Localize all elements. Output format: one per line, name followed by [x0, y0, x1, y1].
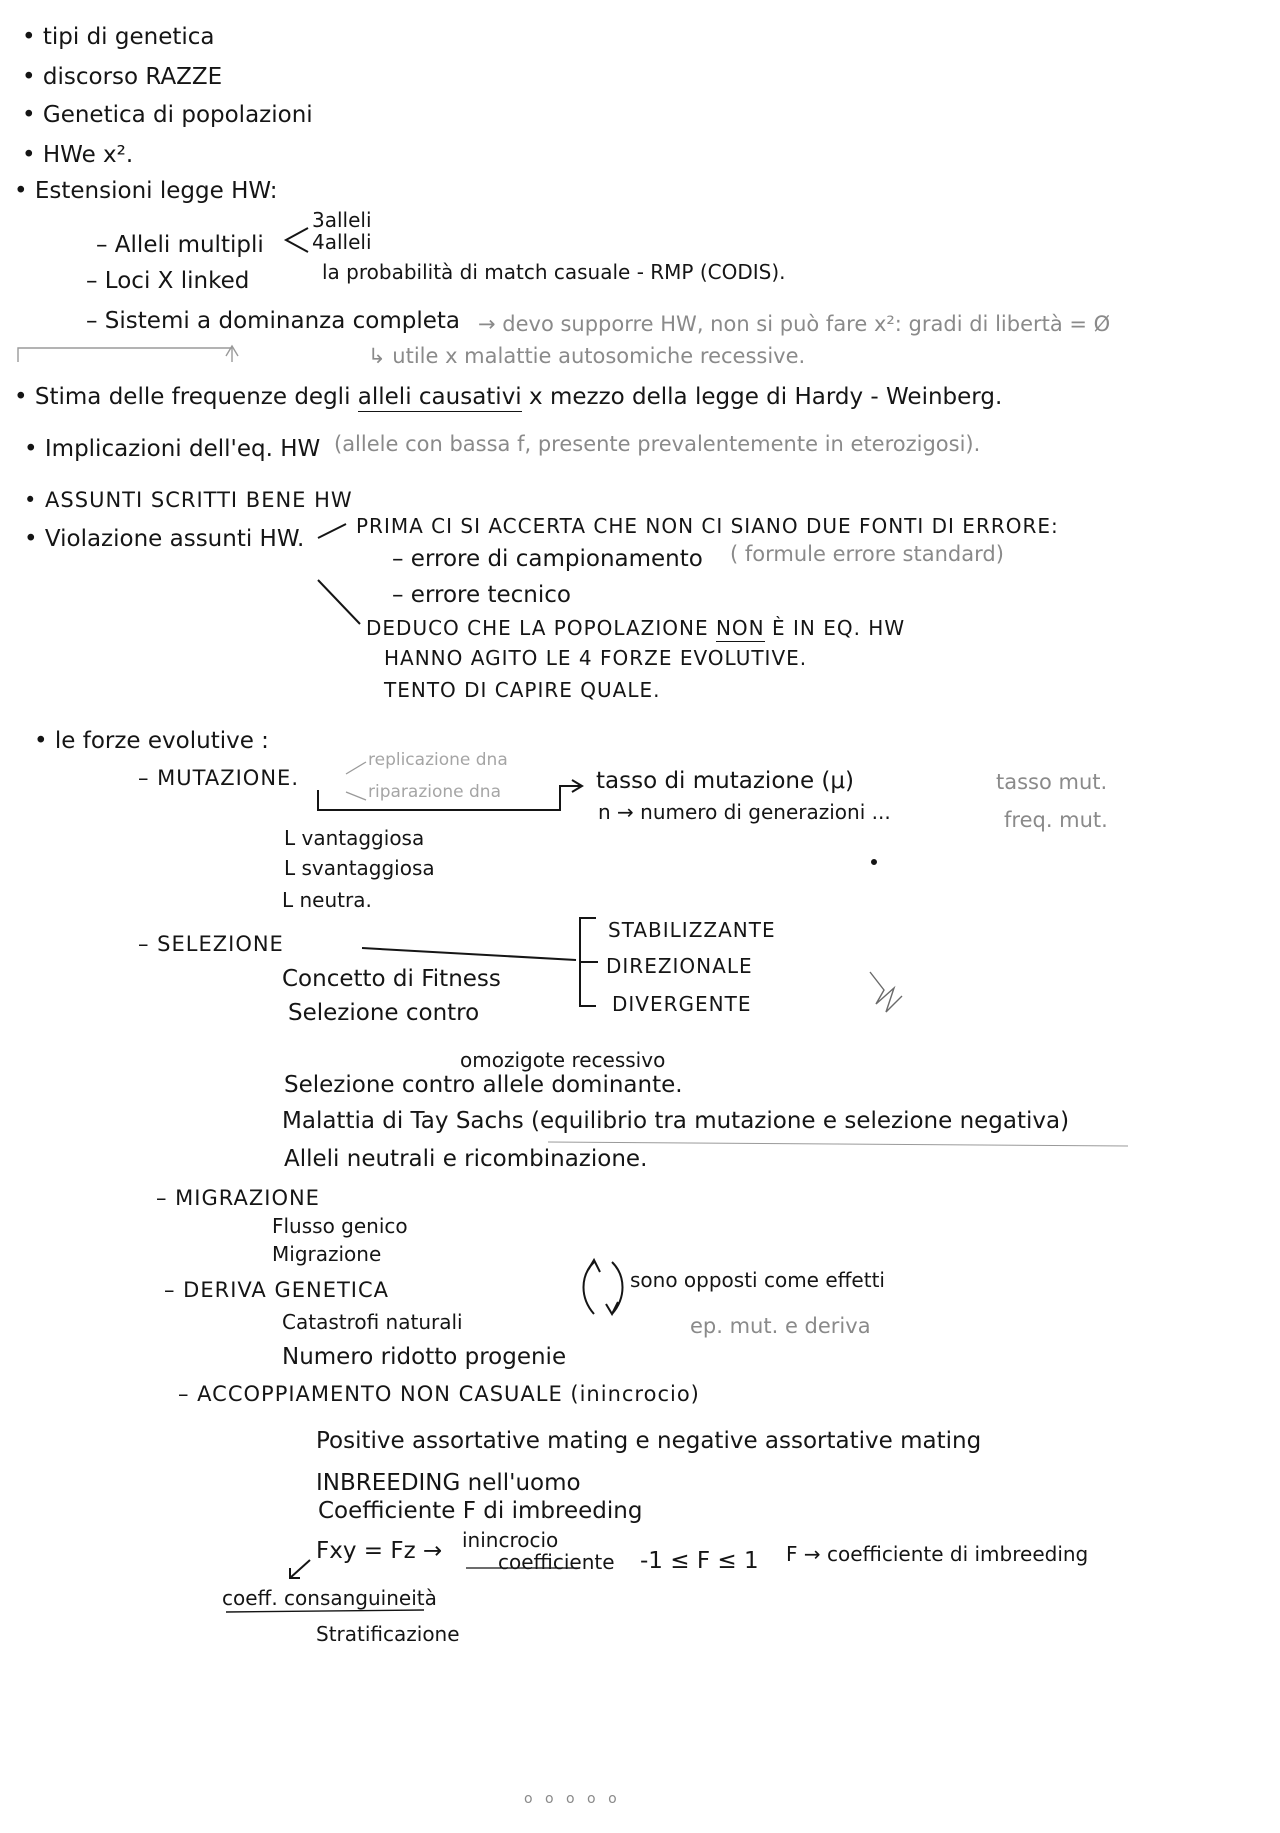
violazione-assunti: • Violazione assunti HW.	[24, 526, 305, 552]
accoppiamento-fxy: Fxy = Fz →	[316, 1538, 443, 1564]
mutazione-vantaggiosa: L vantaggiosa	[284, 826, 425, 850]
mutazione-note-replicazione: replicazione dna	[368, 750, 508, 770]
mutazione-note-tick1	[346, 762, 366, 774]
footer-marks: o o o o o	[524, 1791, 621, 1807]
accoppiamento-inbreeding: INBREEDING nell'uomo	[316, 1470, 581, 1496]
topic-razze: • discorso RAZZE	[22, 64, 223, 90]
mutazione-label: – MUTAZIONE.	[138, 766, 299, 790]
stray-dot	[872, 860, 876, 864]
topic-genetica-popolazioni: • Genetica di popolazioni	[22, 102, 313, 128]
topic-tipi-genetica: • tipi di genetica	[22, 24, 215, 50]
selezione-contro: Selezione contro	[288, 1000, 480, 1026]
topic-hw-chi: • HWe x².	[22, 142, 134, 168]
errore-campionamento: – errore di campionamento	[392, 546, 703, 572]
migrazione-migrazione: Migrazione	[272, 1242, 382, 1266]
accoppiamento-range: -1 ≤ F ≤ 1	[640, 1548, 759, 1574]
stima-suffix: x mezzo della legge di Hardy - Weinberg.	[529, 384, 1003, 410]
selezione-stabilizzante: STABILIZZANTE	[608, 918, 776, 942]
forze-title: • le forze evolutive :	[34, 728, 269, 754]
accoppiamento-stratificazione: Stratificazione	[316, 1622, 460, 1646]
violazione-prima: PRIMA CI SI ACCERTA CHE NON CI SIANO DUE FONTI DI ERRORE:	[356, 514, 1059, 538]
accoppiamento-coefficiente-f: Coefficiente F di imbreeding	[318, 1498, 643, 1524]
alleli-bracket-mark	[286, 228, 308, 252]
mutazione-svantaggiosa: L svantaggiosa	[284, 856, 435, 880]
mutazione-note-riparazione: riparazione dna	[368, 782, 501, 802]
selezione-tay-sachs: Malattia di Tay Sachs (equilibrio tra mutazione e selezione negativa)	[282, 1108, 1070, 1134]
violazione-branch-top	[318, 524, 346, 538]
topic-estensioni: • Estensioni legge HW:	[14, 178, 278, 204]
ext-sistemi-dominanza: – Sistemi a dominanza completa	[86, 308, 461, 334]
opposti-effetti: sono opposti come effetti	[630, 1268, 885, 1292]
scribble-mark	[870, 972, 902, 1012]
ext-loci-x: – Loci X linked	[86, 268, 250, 294]
sistemi-hook-mark	[18, 348, 232, 362]
deriva-numero-ridotto: Numero ridotto progenie	[282, 1344, 567, 1370]
implicazioni-eq: • Implicazioni dell'eq. HW	[24, 436, 321, 462]
ext-probabilita-rmp: la probabilità di match casuale - RMP (CODIS).	[322, 260, 786, 284]
coeff-underline	[226, 1610, 424, 1612]
ext-alleli-multipli: – Alleli multipli	[96, 232, 264, 258]
tento-capire: TENTO DI CAPIRE QUALE.	[384, 678, 661, 702]
accoppiamento-label: – ACCOPPIAMENTO NON CASUALE (inincrocio)	[178, 1382, 700, 1406]
selezione-fitness: Concetto di Fitness	[282, 966, 501, 992]
violazione-branch-bottom	[318, 580, 360, 624]
opposti-arrowhead-up	[588, 1260, 600, 1272]
deriva-label: – DERIVA GENETICA	[164, 1278, 390, 1302]
mutazione-side-freq: freq. mut.	[1004, 808, 1108, 832]
mutazione-note-tick2	[346, 792, 366, 800]
selezione-omozigote-recessivo: omozigote recessivo	[460, 1048, 666, 1072]
selezione-divergente: DIVERGENTE	[612, 992, 752, 1016]
stima-underlined: alleli causativi	[357, 384, 522, 410]
deduco-non: NON	[715, 616, 765, 640]
deduco-pre: DEDUCO CHE LA POPOLAZIONE	[366, 616, 709, 640]
assunti-hw: • ASSUNTI SCRITTI BENE HW	[24, 488, 353, 512]
selezione-alleli-neutrali: Alleli neutrali e ricombinazione.	[284, 1146, 648, 1172]
selezione-line-mark	[362, 948, 576, 960]
deriva-catastrofi: Catastrofi naturali	[282, 1310, 463, 1334]
fxy-arrow-mark	[290, 1560, 310, 1578]
selezione-allele-dominante: Selezione contro allele dominante.	[284, 1072, 683, 1098]
selezione-direzionale: DIREZIONALE	[606, 954, 753, 978]
accoppiamento-f-definizione: F → coefficiente di imbreeding	[786, 1542, 1089, 1566]
mutazione-neutra: L neutra.	[282, 888, 372, 912]
ext-3-alleli: 3alleli	[312, 208, 372, 232]
migrazione-flusso-genico: Flusso genico	[272, 1214, 408, 1238]
stima-frequenze	[14, 386, 1002, 409]
deduco-post: È IN EQ. HW	[772, 616, 906, 640]
ext-sistemi-note: → devo supporre HW, non si può fare x²: gradi di libertà = Ø	[478, 312, 1111, 336]
ext-sistemi-note2: ↳ utile x malattie autosomiche recessive.	[368, 344, 806, 368]
migrazione-label: – MIGRAZIONE	[156, 1186, 320, 1210]
deduco-line	[366, 618, 905, 638]
accoppiamento-assortative: Positive assortative mating e negative assortative mating	[316, 1428, 982, 1454]
errore-campionamento-note: ( formule errore standard)	[730, 542, 1004, 566]
errore-tecnico: – errore tecnico	[392, 582, 571, 608]
selezione-label: – SELEZIONE	[138, 932, 284, 956]
opposti-arrow-right	[612, 1262, 623, 1314]
mutazione-numero-generazioni: n → numero di generazioni ...	[598, 800, 891, 824]
implicazioni-note: (allele con bassa f, presente prevalentemente in eterozigosi).	[334, 432, 981, 456]
mutazione-side-tasso: tasso mut.	[996, 770, 1108, 794]
hanno-agito: HANNO AGITO LE 4 FORZE EVOLUTIVE.	[384, 646, 808, 670]
accoppiamento-coeff-consanguineita: coeff. consanguineità	[222, 1586, 437, 1610]
opposti-note: ep. mut. e deriva	[690, 1314, 871, 1338]
accoppiamento-inincrocio: inincrocio	[462, 1528, 559, 1552]
ext-4-alleli: 4alleli	[312, 230, 372, 254]
accoppiamento-coefficiente: coefficiente	[498, 1550, 615, 1574]
mutazione-tasso: tasso di mutazione (μ)	[596, 768, 855, 794]
stima-prefix: • Stima delle frequenze degli	[14, 384, 351, 410]
